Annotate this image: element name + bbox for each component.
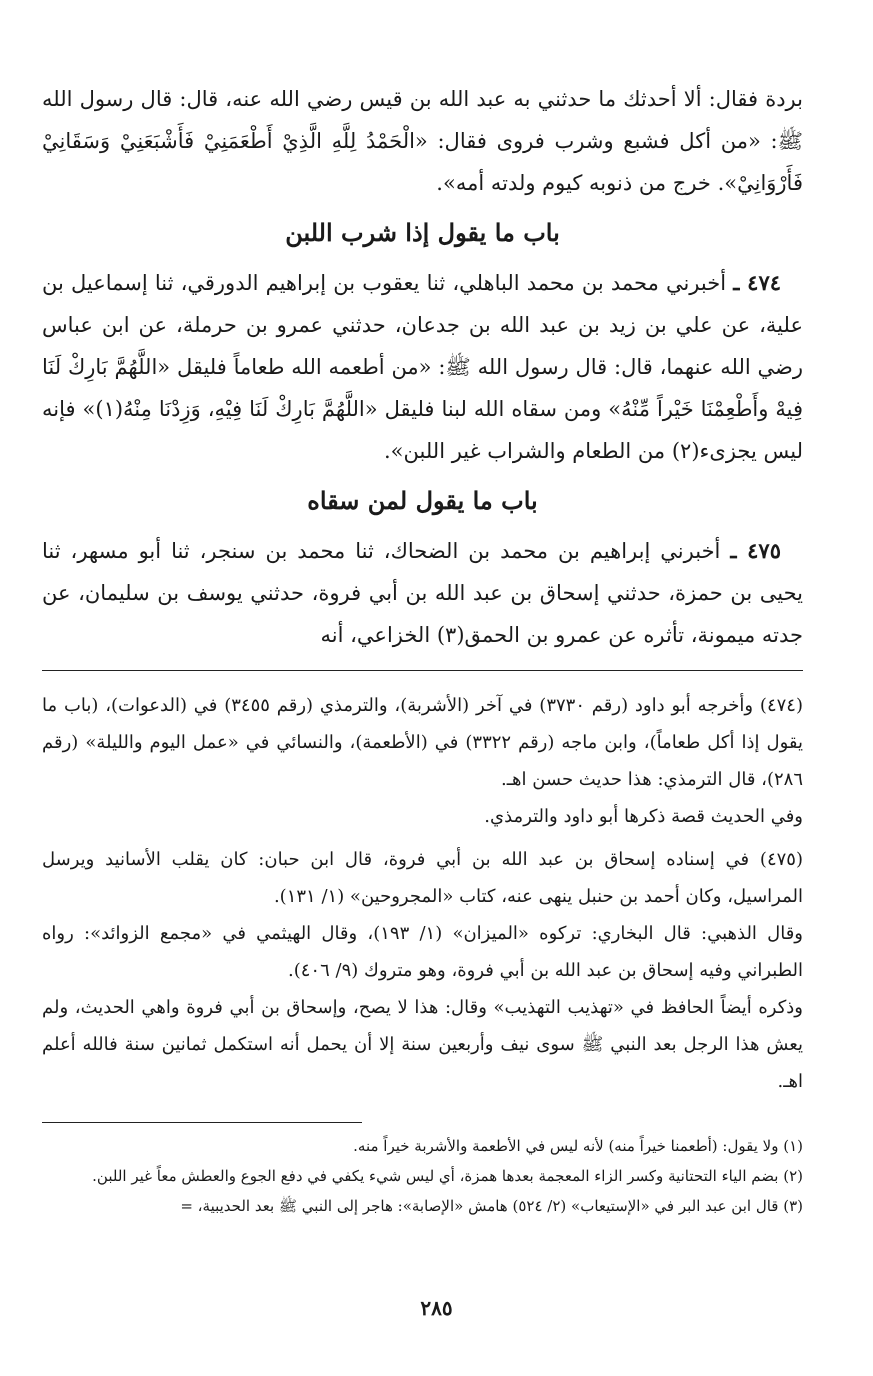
commentary-divider <box>42 670 803 671</box>
footnote-2: (٢) بضم الياء التحتانية وكسر الزاء المعجمة بعدها همزة، أي ليس شيء يكفي في دفع الجوع والعطش معاً غير اللبن. <box>92 1167 803 1185</box>
commentary <box>42 687 803 1100</box>
commentary-475 <box>42 841 803 1100</box>
chapter-heading-drinking-milk: باب ما يقول إذا شرب اللبن <box>285 218 560 247</box>
page-number: ٢٨٥ <box>420 1296 453 1320</box>
hadith-text: أخبرني محمد بن محمد الباهلي، ثنا يعقوب بن إبراهيم الدورقي، ثنا إسماعيل بن علية، عن علي بن زيد بن عبد الله بن جدعان، حدثني عمرو بن حرملة، عن ابن عباس رضي الله عنهما، قال: قال رسول الله ﷺ: «من أطعمه الله طعاماً فليقل «اللَّهُمَّ بَارِكْ لَنَا فِيهْ وأَطْعِمْنَا خَيْراً مِّنْهُ» ومن سقاه الله لبنا فليقل «اللَّهُمَّ بَارِكْ لَنَا فِيْهِ، وَزِدْنَا مِنْهُ(١)» فإنه ليس يجزىء(٢) من الطعام والشراب غير اللبن». <box>42 271 803 463</box>
commentary-paragraph: (٤٧٤) وأخرجه أبو داود (رقم ٣٧٣٠) في آخر (الأشربة)، والترمذي (رقم ٣٤٥٥) في (الدعوات)، (باب ما يقول إذا أكل طعاماً)، وابن ماجه (رقم ٣٣٢٢) في (الأطعمة)، والنسائي في «عمل اليوم والليلة» (رقم ٢٨٦)، قال الترمذي: هذا حديث حسن اهـ. <box>42 695 803 790</box>
hadith-474 <box>42 262 803 472</box>
hadith-number: ٤٧٤ ـ <box>733 270 782 295</box>
commentary-paragraph: وذكره أيضاً الحافظ في «تهذيب التهذيب» وقال: هذا لا يصح، وإسحاق بن أبي فروة واهي الحديث، ولم يعش هذا الرجل بعد النبي ﷺ سوى نيف وأربعين سنة إلا أن يحمل أنه استكمل ثمانين سنة فالله أعلم اهـ. <box>42 997 803 1092</box>
commentary-paragraph: وقال الذهبي: قال البخاري: تركوه «الميزان» (١/ ١٩٣)، وقال الهيثمي في «مجمع الزوائد»: رواه الطبراني وفيه إسحاق بن عبد الله بن أبي فروة، وهو متروك (٩/ ٤٠٦). <box>42 923 803 981</box>
hadith-475 <box>42 530 803 656</box>
paragraph-continuation: بردة فقال: ألا أحدثك ما حدثني به عبد الله بن قيس رضي الله عنه، قال: قال رسول الله ﷺ: «من أكل فشبع وشرب فروى فقال: «الْحَمْدُ لِلَّهِ الَّذِيْ أَطْعَمَنِيْ فَأَشْبَعَنِيْ وَسَقَانِيْ فَأَرْوَانِيْ». خرج من ذنوبه كيوم ولدته أمه». <box>42 87 803 195</box>
commentary-paragraph: وفي الحديث قصة ذكرها أبو داود والترمذي. <box>484 806 803 827</box>
footnotes <box>42 1131 803 1221</box>
commentary-474 <box>42 687 803 835</box>
hadith-number: ٤٧٥ ـ <box>730 538 781 563</box>
footnote-1: (١) ولا يقول: (أطعمنا خيراً منه) لأنه ليس في الأطعمة والأشربة خيراً منه. <box>353 1137 803 1155</box>
main-text <box>42 78 803 656</box>
chapter-heading-giver-of-drink: باب ما يقول لمن سقاه <box>307 486 538 515</box>
hadith-text: أخبرني إبراهيم بن محمد بن الضحاك، ثنا محمد بن سنجر، ثنا أبو مسهر، ثنا يحيى بن حمزة، حدثني إسحاق بن عبد الله بن أبي فروة، حدثني يوسف بن سليمان، عن جدته ميمونة، تأثره عن عمرو بن الحمق(٣) الخزاعي، أنه <box>42 539 804 647</box>
footnote-3: (٣) قال ابن عبد البر في «الإستيعاب» (٢/ ٥٢٤) هامش «الإصابة»: هاجر إلى النبي ﷺ بعد الحديبية، = <box>180 1197 803 1215</box>
commentary-paragraph: (٤٧٥) في إسناده إسحاق بن عبد الله بن أبي فروة، قال ابن حبان: كان يقلب الأسانيد ويرسل المراسيل، وكان أحمد بن حنبل ينهى عنه، كتاب «المجروحين» (١/ ١٣١). <box>42 849 803 907</box>
footnote-divider <box>42 1122 362 1123</box>
